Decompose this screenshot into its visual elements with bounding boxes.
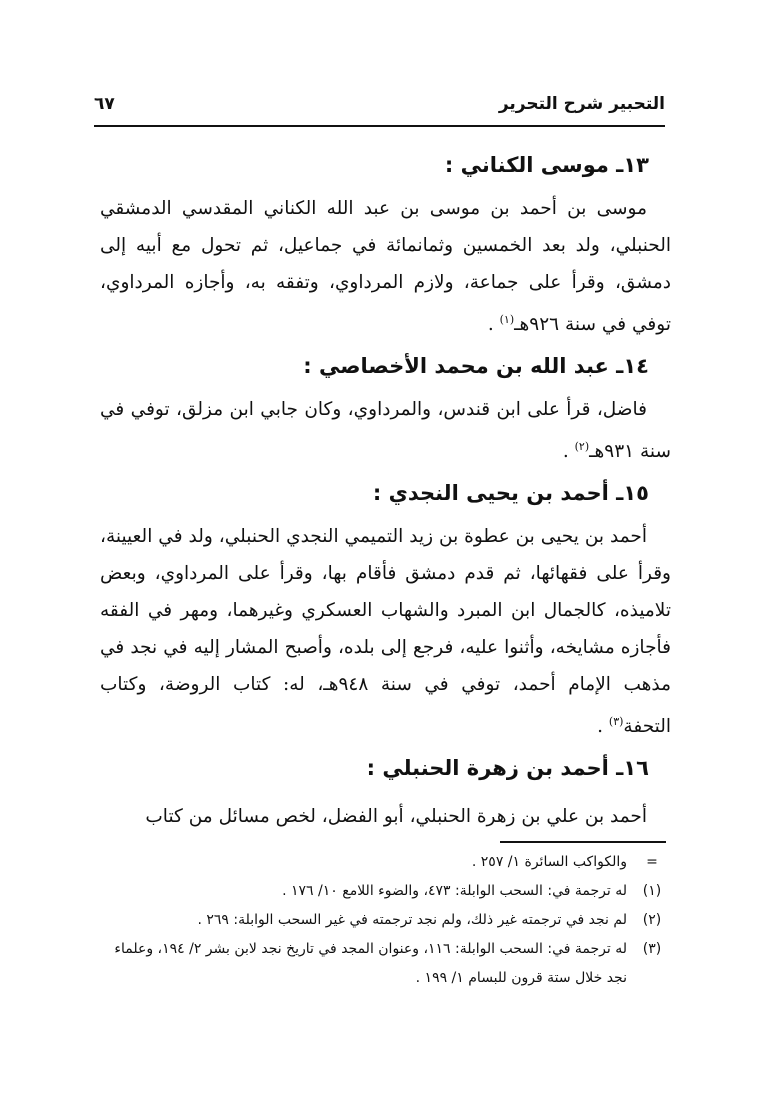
- footnotes: [100, 848, 671, 993]
- footnote-item: [100, 906, 671, 935]
- running-header: [94, 94, 665, 126]
- footnote-item: [100, 848, 671, 877]
- entry-paragraph: [100, 391, 671, 470]
- footnote-text: له ترجمة في: السحب الوابلة: ١١٦، وعنوان المجد في تاريخ نجد لابن بشر ٢/ ١٩٤، وعلماء نجد خلال ستة قرون للبسام ١/ ١٩٩ .: [114, 941, 627, 986]
- footnote-ref: (٣): [608, 715, 624, 729]
- entry-13: [100, 148, 671, 343]
- entry-15: [100, 476, 671, 745]
- header-rule: [94, 125, 665, 127]
- footnote-rule: [500, 841, 666, 843]
- footnote-mark: (٣): [642, 941, 662, 957]
- entry-heading: ١٥ـ أحمد بن يحيى النجدي :: [372, 481, 649, 506]
- footnote-text: لم نجد في ترجمته غير ذلك، ولم نجد ترجمته في غير السحب الوابلة: ٢٦٩ .: [197, 912, 627, 928]
- footnote-mark: (٢): [642, 912, 662, 928]
- header-title: التحبير شرح التحرير: [498, 94, 665, 114]
- entry-paragraph: [100, 793, 671, 835]
- entry-heading: ١٦ـ أحمد بن زهرة الحنبلي :: [366, 756, 649, 781]
- entry-paragraph: [100, 518, 671, 745]
- paragraph-text: أحمد بن علي بن زهرة الحنبلي، أبو الفضل، لخص مسائل من كتاب: [145, 806, 647, 828]
- entry-paragraph: [100, 190, 671, 343]
- paragraph-tail: .: [597, 716, 609, 738]
- entry-heading: ١٤ـ عبد الله بن محمد الأخصاصي :: [303, 354, 649, 379]
- paragraph-tail: .: [562, 441, 575, 463]
- paragraph-text: فاضل، قرأ على ابن قندس، والمرداوي، وكان جابي ابن مزلق، توفي في سنة ٩٣١هـ: [100, 399, 671, 463]
- entry-16: [100, 751, 671, 835]
- footnote-item: [100, 935, 671, 993]
- entry-heading: ١٣ـ موسى الكناني :: [444, 153, 649, 177]
- footnote-mark: (١): [642, 883, 662, 899]
- footnote-item: [100, 877, 671, 906]
- paragraph-tail: .: [487, 314, 500, 336]
- footnote-text: له ترجمة في: السحب الوابلة: ٤٧٣، والضوء اللامع ١٠/ ١٧٦ .: [282, 883, 627, 899]
- footnote-text: والكواكب السائرة ١/ ٢٥٧ .: [471, 854, 627, 870]
- page-number: ٦٧: [94, 94, 115, 114]
- footnote-ref: (١): [499, 313, 515, 326]
- footnote-ref: (٢): [574, 440, 590, 454]
- paragraph-text: أحمد بن يحيى بن عطوة بن زيد التميمي النجدي الحنبلي، ولد في العيينة، وقرأ على فقهائها، ثم قدم دمشق فأقام بها، وقرأ على المرداوي، وبعض تلاميذه، كالجمال ابن المبرد والشهاب العسكري وغيرهما، ومهر في الفقه فأجازه مشايخه، وأثنوا عليه، فرجع إلى بلده، وأصبح المشار إليه في نجد في مذهب الإمام أحمد، توفي في سنة ٩٤٨هـ، له: كتاب الروضة، وكتاب التحفة: [100, 526, 671, 738]
- paragraph-text: موسى بن أحمد بن موسى بن عبد الله الكناني المقدسي الدمشقي الحنبلي، ولد بعد الخمسين وثمانمائة في جماعيل، ثم تحول مع أبيه إلى دمشق، وقرأ على جماعة، ولازم المرداوي، وتفقه به، وأجازه المرداوي، توفي في سنة ٩٢٦هـ: [100, 198, 671, 336]
- entry-14: [100, 349, 671, 470]
- footnote-mark: =: [646, 854, 658, 870]
- main-text: [100, 142, 671, 836]
